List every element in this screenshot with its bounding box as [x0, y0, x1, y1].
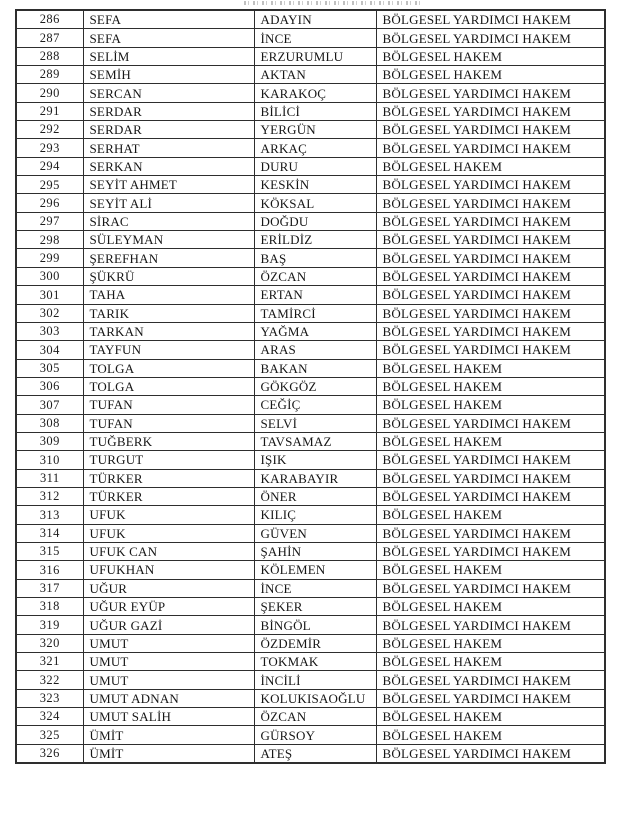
- cutoff-text-sliver: [244, 1, 424, 5]
- table-row: [16, 286, 605, 304]
- first-name-cell: SERKAN: [83, 157, 254, 175]
- role-cell: BÖLGESEL HAKEM: [376, 708, 605, 726]
- last-name-cell: ARAS: [254, 341, 376, 359]
- table-row: [16, 396, 605, 414]
- row-number-cell: 300: [16, 267, 83, 285]
- table-row: [16, 653, 605, 671]
- role-cell: BÖLGESEL YARDIMCI HAKEM: [376, 84, 605, 102]
- last-name-cell: KÖKSAL: [254, 194, 376, 212]
- role-cell: BÖLGESEL YARDIMCI HAKEM: [376, 10, 605, 29]
- row-number-cell: 318: [16, 598, 83, 616]
- first-name-cell: SÜLEYMAN: [83, 231, 254, 249]
- first-name-cell: UFUKHAN: [83, 561, 254, 579]
- last-name-cell: KILIÇ: [254, 506, 376, 524]
- first-name-cell: UMUT SALİH: [83, 708, 254, 726]
- row-number-cell: 326: [16, 744, 83, 763]
- role-cell: BÖLGESEL HAKEM: [376, 47, 605, 65]
- row-number-cell: 298: [16, 231, 83, 249]
- last-name-cell: ERTAN: [254, 286, 376, 304]
- row-number-cell: 303: [16, 322, 83, 340]
- last-name-cell: KARAKOÇ: [254, 84, 376, 102]
- role-cell: BÖLGESEL HAKEM: [376, 598, 605, 616]
- role-cell: BÖLGESEL YARDIMCI HAKEM: [376, 524, 605, 542]
- row-number-cell: 312: [16, 487, 83, 505]
- table-row: [16, 451, 605, 469]
- table-row: [16, 341, 605, 359]
- role-cell: BÖLGESEL YARDIMCI HAKEM: [376, 542, 605, 560]
- row-number-cell: 324: [16, 708, 83, 726]
- table-row: [16, 598, 605, 616]
- first-name-cell: SEMİH: [83, 66, 254, 84]
- last-name-cell: ŞAHİN: [254, 542, 376, 560]
- row-number-cell: 291: [16, 102, 83, 120]
- first-name-cell: ŞEREFHAN: [83, 249, 254, 267]
- first-name-cell: ÜMİT: [83, 744, 254, 763]
- table-row: [16, 414, 605, 432]
- row-number-cell: 323: [16, 689, 83, 707]
- table-row: [16, 487, 605, 505]
- role-cell: BÖLGESEL YARDIMCI HAKEM: [376, 249, 605, 267]
- role-cell: BÖLGESEL YARDIMCI HAKEM: [376, 102, 605, 120]
- role-cell: BÖLGESEL YARDIMCI HAKEM: [376, 341, 605, 359]
- last-name-cell: KOLUKISAOĞLU: [254, 689, 376, 707]
- first-name-cell: SEFA: [83, 10, 254, 29]
- role-cell: BÖLGESEL YARDIMCI HAKEM: [376, 121, 605, 139]
- role-cell: BÖLGESEL HAKEM: [376, 359, 605, 377]
- last-name-cell: SELVİ: [254, 414, 376, 432]
- last-name-cell: GÖKGÖZ: [254, 377, 376, 395]
- first-name-cell: TÜRKER: [83, 469, 254, 487]
- row-number-cell: 297: [16, 212, 83, 230]
- last-name-cell: İNCE: [254, 29, 376, 47]
- table-row: [16, 121, 605, 139]
- role-cell: BÖLGESEL YARDIMCI HAKEM: [376, 212, 605, 230]
- role-cell: BÖLGESEL HAKEM: [376, 653, 605, 671]
- last-name-cell: TOKMAK: [254, 653, 376, 671]
- role-cell: BÖLGESEL HAKEM: [376, 432, 605, 450]
- first-name-cell: TUFAN: [83, 396, 254, 414]
- row-number-cell: 295: [16, 176, 83, 194]
- first-name-cell: SERDAR: [83, 102, 254, 120]
- row-number-cell: 316: [16, 561, 83, 579]
- referee-list-table: [15, 9, 606, 764]
- row-number-cell: 290: [16, 84, 83, 102]
- row-number-cell: 289: [16, 66, 83, 84]
- first-name-cell: TUĞBERK: [83, 432, 254, 450]
- role-cell: BÖLGESEL YARDIMCI HAKEM: [376, 194, 605, 212]
- row-number-cell: 292: [16, 121, 83, 139]
- table-row: [16, 267, 605, 285]
- role-cell: BÖLGESEL HAKEM: [376, 66, 605, 84]
- table-row: [16, 432, 605, 450]
- first-name-cell: TARIK: [83, 304, 254, 322]
- first-name-cell: SERHAT: [83, 139, 254, 157]
- row-number-cell: 309: [16, 432, 83, 450]
- last-name-cell: YAĞMA: [254, 322, 376, 340]
- row-number-cell: 321: [16, 653, 83, 671]
- first-name-cell: ÜMİT: [83, 726, 254, 744]
- first-name-cell: ŞÜKRÜ: [83, 267, 254, 285]
- row-number-cell: 308: [16, 414, 83, 432]
- role-cell: BÖLGESEL HAKEM: [376, 726, 605, 744]
- last-name-cell: İNCİLİ: [254, 671, 376, 689]
- row-number-cell: 301: [16, 286, 83, 304]
- first-name-cell: SEYİT AHMET: [83, 176, 254, 194]
- row-number-cell: 294: [16, 157, 83, 175]
- row-number-cell: 313: [16, 506, 83, 524]
- table-row: [16, 194, 605, 212]
- table-row: [16, 322, 605, 340]
- first-name-cell: TAHA: [83, 286, 254, 304]
- row-number-cell: 304: [16, 341, 83, 359]
- first-name-cell: UFUK: [83, 524, 254, 542]
- role-cell: BÖLGESEL HAKEM: [376, 506, 605, 524]
- table-row: [16, 506, 605, 524]
- role-cell: BÖLGESEL HAKEM: [376, 157, 605, 175]
- role-cell: BÖLGESEL YARDIMCI HAKEM: [376, 689, 605, 707]
- role-cell: BÖLGESEL YARDIMCI HAKEM: [376, 414, 605, 432]
- table-row: [16, 10, 605, 29]
- row-number-cell: 307: [16, 396, 83, 414]
- row-number-cell: 315: [16, 542, 83, 560]
- role-cell: BÖLGESEL YARDIMCI HAKEM: [376, 231, 605, 249]
- last-name-cell: ADAYIN: [254, 10, 376, 29]
- last-name-cell: ÖZDEMİR: [254, 634, 376, 652]
- table-row: [16, 304, 605, 322]
- table-row: [16, 66, 605, 84]
- first-name-cell: UMUT: [83, 634, 254, 652]
- role-cell: BÖLGESEL HAKEM: [376, 561, 605, 579]
- row-number-cell: 314: [16, 524, 83, 542]
- table-row: [16, 726, 605, 744]
- last-name-cell: BİLİCİ: [254, 102, 376, 120]
- first-name-cell: UMUT: [83, 653, 254, 671]
- row-number-cell: 296: [16, 194, 83, 212]
- last-name-cell: GÜVEN: [254, 524, 376, 542]
- table-row: [16, 469, 605, 487]
- table-row: [16, 671, 605, 689]
- role-cell: BÖLGESEL YARDIMCI HAKEM: [376, 286, 605, 304]
- first-name-cell: UMUT: [83, 671, 254, 689]
- role-cell: BÖLGESEL YARDIMCI HAKEM: [376, 451, 605, 469]
- role-cell: BÖLGESEL HAKEM: [376, 396, 605, 414]
- table-row: [16, 377, 605, 395]
- first-name-cell: UFUK CAN: [83, 542, 254, 560]
- role-cell: BÖLGESEL YARDIMCI HAKEM: [376, 469, 605, 487]
- row-number-cell: 322: [16, 671, 83, 689]
- first-name-cell: SEYİT ALİ: [83, 194, 254, 212]
- row-number-cell: 299: [16, 249, 83, 267]
- last-name-cell: KARABAYIR: [254, 469, 376, 487]
- row-number-cell: 311: [16, 469, 83, 487]
- last-name-cell: TAMİRCİ: [254, 304, 376, 322]
- row-number-cell: 287: [16, 29, 83, 47]
- table-row: [16, 689, 605, 707]
- first-name-cell: TARKAN: [83, 322, 254, 340]
- role-cell: BÖLGESEL YARDIMCI HAKEM: [376, 304, 605, 322]
- row-number-cell: 288: [16, 47, 83, 65]
- last-name-cell: BAKAN: [254, 359, 376, 377]
- role-cell: BÖLGESEL YARDIMCI HAKEM: [376, 322, 605, 340]
- first-name-cell: TAYFUN: [83, 341, 254, 359]
- last-name-cell: AKTAN: [254, 66, 376, 84]
- last-name-cell: IŞIK: [254, 451, 376, 469]
- role-cell: BÖLGESEL YARDIMCI HAKEM: [376, 139, 605, 157]
- first-name-cell: TÜRKER: [83, 487, 254, 505]
- last-name-cell: BİNGÖL: [254, 616, 376, 634]
- last-name-cell: TAVSAMAZ: [254, 432, 376, 450]
- last-name-cell: ATEŞ: [254, 744, 376, 763]
- last-name-cell: DURU: [254, 157, 376, 175]
- table-row: [16, 102, 605, 120]
- table-row: [16, 744, 605, 763]
- last-name-cell: ÖZCAN: [254, 267, 376, 285]
- first-name-cell: UFUK: [83, 506, 254, 524]
- table-row: [16, 47, 605, 65]
- table-row: [16, 579, 605, 597]
- first-name-cell: SELİM: [83, 47, 254, 65]
- row-number-cell: 302: [16, 304, 83, 322]
- last-name-cell: ERİLDİZ: [254, 231, 376, 249]
- row-number-cell: 293: [16, 139, 83, 157]
- last-name-cell: ŞEKER: [254, 598, 376, 616]
- last-name-cell: DOĞDU: [254, 212, 376, 230]
- first-name-cell: TOLGA: [83, 359, 254, 377]
- first-name-cell: TOLGA: [83, 377, 254, 395]
- role-cell: BÖLGESEL YARDIMCI HAKEM: [376, 487, 605, 505]
- last-name-cell: ERZURUMLU: [254, 47, 376, 65]
- last-name-cell: ARKAÇ: [254, 139, 376, 157]
- referee-table-body: [16, 10, 605, 763]
- table-row: [16, 359, 605, 377]
- table-row: [16, 176, 605, 194]
- role-cell: BÖLGESEL YARDIMCI HAKEM: [376, 579, 605, 597]
- role-cell: BÖLGESEL HAKEM: [376, 377, 605, 395]
- first-name-cell: SİRAC: [83, 212, 254, 230]
- table-row: [16, 634, 605, 652]
- table-row: [16, 249, 605, 267]
- role-cell: BÖLGESEL YARDIMCI HAKEM: [376, 267, 605, 285]
- table-row: [16, 708, 605, 726]
- table-row: [16, 561, 605, 579]
- first-name-cell: UĞUR GAZİ: [83, 616, 254, 634]
- role-cell: BÖLGESEL YARDIMCI HAKEM: [376, 29, 605, 47]
- table-row: [16, 157, 605, 175]
- row-number-cell: 310: [16, 451, 83, 469]
- table-row: [16, 524, 605, 542]
- table-row: [16, 542, 605, 560]
- first-name-cell: UĞUR EYÜP: [83, 598, 254, 616]
- first-name-cell: UĞUR: [83, 579, 254, 597]
- table-row: [16, 139, 605, 157]
- role-cell: BÖLGESEL HAKEM: [376, 634, 605, 652]
- table-row: [16, 616, 605, 634]
- first-name-cell: SEFA: [83, 29, 254, 47]
- table-row: [16, 84, 605, 102]
- table-row: [16, 29, 605, 47]
- row-number-cell: 320: [16, 634, 83, 652]
- last-name-cell: GÜRSOY: [254, 726, 376, 744]
- first-name-cell: SERCAN: [83, 84, 254, 102]
- row-number-cell: 317: [16, 579, 83, 597]
- last-name-cell: KESKİN: [254, 176, 376, 194]
- first-name-cell: TUFAN: [83, 414, 254, 432]
- last-name-cell: ÖNER: [254, 487, 376, 505]
- first-name-cell: UMUT ADNAN: [83, 689, 254, 707]
- first-name-cell: SERDAR: [83, 121, 254, 139]
- role-cell: BÖLGESEL YARDIMCI HAKEM: [376, 671, 605, 689]
- role-cell: BÖLGESEL YARDIMCI HAKEM: [376, 176, 605, 194]
- first-name-cell: TURGUT: [83, 451, 254, 469]
- table-row: [16, 212, 605, 230]
- role-cell: BÖLGESEL YARDIMCI HAKEM: [376, 616, 605, 634]
- last-name-cell: ÖZCAN: [254, 708, 376, 726]
- last-name-cell: BAŞ: [254, 249, 376, 267]
- last-name-cell: YERGÜN: [254, 121, 376, 139]
- table-row: [16, 231, 605, 249]
- last-name-cell: CEĞİÇ: [254, 396, 376, 414]
- last-name-cell: İNCE: [254, 579, 376, 597]
- row-number-cell: 319: [16, 616, 83, 634]
- role-cell: BÖLGESEL YARDIMCI HAKEM: [376, 744, 605, 763]
- row-number-cell: 325: [16, 726, 83, 744]
- row-number-cell: 286: [16, 10, 83, 29]
- row-number-cell: 305: [16, 359, 83, 377]
- last-name-cell: KÖLEMEN: [254, 561, 376, 579]
- row-number-cell: 306: [16, 377, 83, 395]
